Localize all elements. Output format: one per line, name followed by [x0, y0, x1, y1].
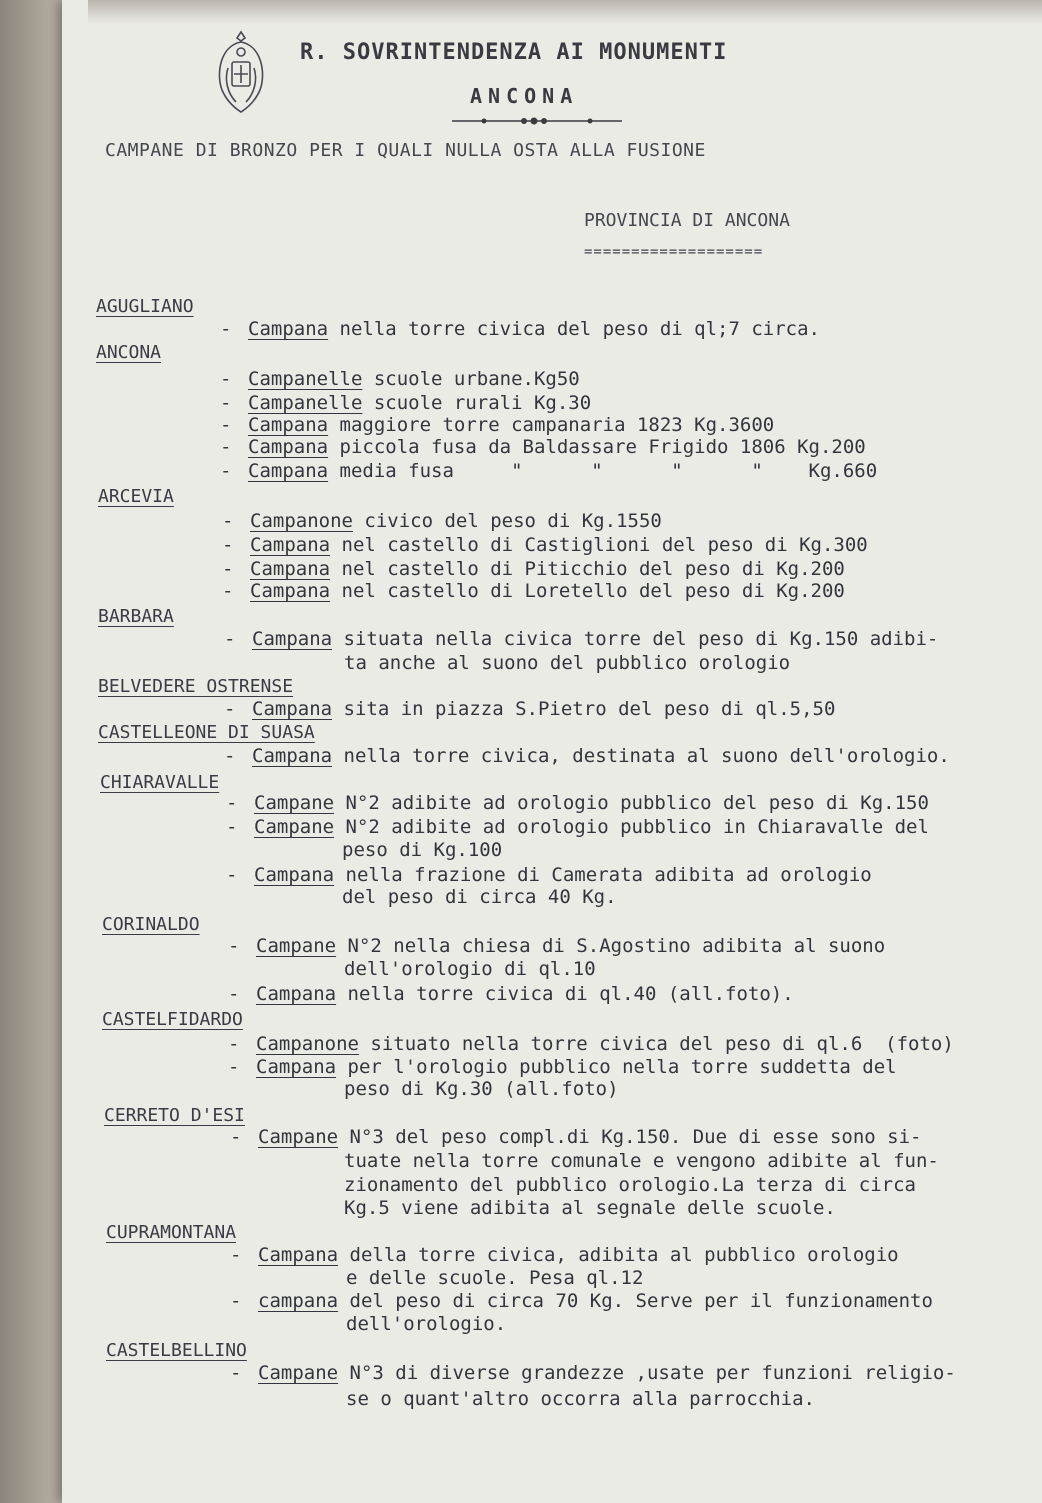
item-head: Campana — [252, 628, 333, 650]
list-item: - Campana situata nella civica torre del peso di Kg.150 adibi- — [224, 628, 939, 650]
list-item: - Campana nella torre civica di ql.40 (all.foto). — [228, 983, 794, 1005]
item-head: Campane — [258, 1126, 339, 1148]
item-text: del peso di circa 70 Kg. Serve per il funzionamento — [349, 1290, 933, 1312]
item-text: situato nella torre civica del peso di ql.6 (foto) — [370, 1033, 954, 1055]
town-heading: ANCONA — [96, 342, 162, 363]
list-item: - Campane N°2 adibite ad orologio pubblico del peso di Kg.150 — [226, 792, 929, 814]
item-head: Campana — [248, 414, 329, 436]
list-item: - Campana per l'orologio pubblico nella torre suddetta del — [228, 1056, 897, 1078]
item-text: N°2 adibite ad orologio pubblico del peso di Kg.150 — [345, 792, 929, 814]
item-text: N°2 adibite ad orologio pubblico in Chiaravalle del — [345, 816, 929, 838]
list-item: - Campana piccola fusa da Baldassare Frigido 1806 Kg.200 — [220, 436, 866, 458]
town-heading: CASTELFIDARDO — [102, 1009, 243, 1030]
list-item: - Campane N°3 del peso compl.di Kg.150. Due di esse sono si- — [230, 1126, 922, 1148]
item-head: Campana — [258, 1244, 339, 1266]
item-head: Campana — [256, 1056, 337, 1078]
item-head: Campane — [258, 1362, 339, 1384]
item-text: civico del peso di Kg.1550 — [364, 510, 662, 532]
list-item: - Campanelle scuole rurali Kg.30 — [220, 392, 592, 414]
item-continuation: del peso di circa 40 Kg. — [342, 886, 617, 908]
header-ornament-rule — [452, 116, 622, 126]
item-head: Campane — [254, 792, 335, 814]
item-text: maggiore torre campanaria 1823 Kg.3600 — [339, 414, 775, 436]
list-item: - Campane N°2 adibite ad orologio pubblico in Chiaravalle del — [226, 816, 929, 838]
item-text: N°2 nella chiesa di S.Agostino adibita al suono — [347, 935, 886, 957]
town-heading: CHIARAVALLE — [100, 772, 220, 793]
item-text: sita in piazza S.Pietro del peso di ql.5,50 — [343, 698, 836, 720]
list-item: - Campana nel castello di Loretello del peso di Kg.200 — [222, 580, 845, 602]
item-head: Campana — [250, 580, 331, 602]
item-continuation: peso di Kg.30 (all.foto) — [344, 1078, 619, 1100]
item-text: per l'orologio pubblico nella torre suddetta del — [347, 1056, 897, 1078]
list-item: - Campana della torre civica, adibita al pubblico orologio — [230, 1244, 899, 1266]
item-continuation: dell'orologio di ql.10 — [344, 958, 596, 980]
list-item: - Campana nella torre civica del peso di ql;7 circa. — [220, 318, 820, 340]
item-text: scuole rurali Kg.30 — [373, 392, 592, 414]
item-text: situata nella civica torre del peso di Kg.150 adibi- — [343, 628, 939, 650]
item-continuation: peso di Kg.100 — [342, 839, 503, 861]
item-text: nel castello di Loretello del peso di Kg.200 — [341, 580, 845, 602]
item-continuation: tuate nella torre comunale e vengono adibite al fun- — [344, 1150, 939, 1172]
item-continuation: Kg.5 viene adibita al segnale delle scuole. — [344, 1197, 836, 1219]
item-continuation: se o quant'altro occorra alla parrocchia. — [346, 1388, 815, 1410]
item-continuation: zionamento del pubblico orologio.La terza di circa — [344, 1174, 916, 1196]
item-head: Campana — [248, 460, 329, 482]
item-text: media fusa " " " " Kg.660 — [339, 460, 878, 482]
town-heading: CORINALDO — [102, 914, 200, 935]
item-text: piccola fusa da Baldassare Frigido 1806 Kg.200 — [339, 436, 866, 458]
item-head: Campanelle — [248, 368, 363, 390]
header-title: R. SOVRINTENDENZA AI MONUMENTI — [300, 40, 728, 65]
item-text: N°3 del peso compl.di Kg.150. Due di esse sono si- — [349, 1126, 922, 1148]
list-item: - Campane N°2 nella chiesa di S.Agostino adibita al suono — [228, 935, 886, 957]
item-continuation: dell'orologio. — [346, 1313, 507, 1335]
town-heading: BELVEDERE OSTRENSE — [98, 676, 294, 697]
list-item: - Campana sita in piazza S.Pietro del peso di ql.5,50 — [224, 698, 836, 720]
list-item: - Campana maggiore torre campanaria 1823 Kg.3600 — [220, 414, 775, 436]
list-item: - Campana nel castello di Piticchio del peso di Kg.200 — [222, 558, 845, 580]
list-item: - Campane N°3 di diverse grandezze ,usate per funzioni religio- — [230, 1362, 956, 1384]
town-heading: ARCEVIA — [98, 486, 174, 507]
town-heading: CUPRAMONTANA — [106, 1222, 237, 1243]
crest-icon — [210, 28, 272, 114]
item-text: N°3 di diverse grandezze ,usate per funzioni religio- — [349, 1362, 956, 1384]
item-head: Campane — [256, 935, 337, 957]
list-item: - Campana nel castello di Castiglioni del peso di Kg.300 — [222, 534, 868, 556]
item-head: Campana — [256, 983, 337, 1005]
item-text: scuole urbane.Kg50 — [373, 368, 580, 390]
town-heading: CASTELBELLINO — [106, 1340, 247, 1361]
list-item: - Campana nella torre civica, destinata al suono dell'orologio. — [224, 745, 950, 767]
document-title: CAMPANE DI BRONZO PER I QUALI NULLA OSTA ALLA FUSIONE — [105, 140, 706, 161]
item-head: Campana — [250, 558, 331, 580]
item-text: nella torre civica di ql.40 (all.foto). — [347, 983, 794, 1005]
item-head: Campana — [250, 534, 331, 556]
list-item: - Campanone situato nella torre civica del peso di ql.6 (foto) — [228, 1033, 954, 1055]
item-head: Campanone — [256, 1033, 359, 1055]
list-item: - Campanone civico del peso di Kg.1550 — [222, 510, 662, 532]
item-head: campana — [258, 1290, 339, 1312]
town-heading: CERRETO D'ESI — [104, 1105, 245, 1126]
province-heading: PROVINCIA DI ANCONA — [584, 210, 790, 231]
header-city: ANCONA — [470, 84, 579, 108]
document-page — [90, 0, 1040, 1503]
town-heading: BARBARA — [98, 606, 174, 627]
item-continuation: e delle scuole. Pesa ql.12 — [346, 1267, 644, 1289]
item-text: nel castello di Piticchio del peso di Kg.200 — [341, 558, 845, 580]
town-heading: CASTELLEONE DI SUASA — [98, 722, 315, 743]
item-text: della torre civica, adibita al pubblico orologio — [349, 1244, 899, 1266]
item-head: Campanone — [250, 510, 353, 532]
list-item: - campana del peso di circa 70 Kg. Serve per il funzionamento — [230, 1290, 933, 1312]
list-item: - Campana nella frazione di Camerata adibita ad orologio — [226, 864, 872, 886]
item-head: Campane — [254, 816, 335, 838]
item-text: nel castello di Castiglioni del peso di Kg.300 — [341, 534, 868, 556]
town-heading: AGUGLIANO — [96, 296, 194, 317]
item-head: Campanelle — [248, 392, 363, 414]
list-item: - Campana media fusa " " " " Kg.660 — [220, 460, 878, 482]
item-text: nella torre civica del peso di ql;7 circa. — [339, 318, 820, 340]
item-text: nella frazione di Camerata adibita ad orologio — [345, 864, 872, 886]
item-head: Campana — [252, 698, 333, 720]
list-item: - Campanelle scuole urbane.Kg50 — [220, 368, 580, 390]
item-head: Campana — [248, 436, 329, 458]
province-rule: =================== — [584, 244, 764, 260]
item-continuation: ta anche al suono del pubblico orologio — [344, 652, 791, 674]
item-text: nella torre civica, destinata al suono dell'orologio. — [343, 745, 950, 767]
item-head: Campana — [248, 318, 329, 340]
item-head: Campana — [252, 745, 333, 767]
item-head: Campana — [254, 864, 335, 886]
